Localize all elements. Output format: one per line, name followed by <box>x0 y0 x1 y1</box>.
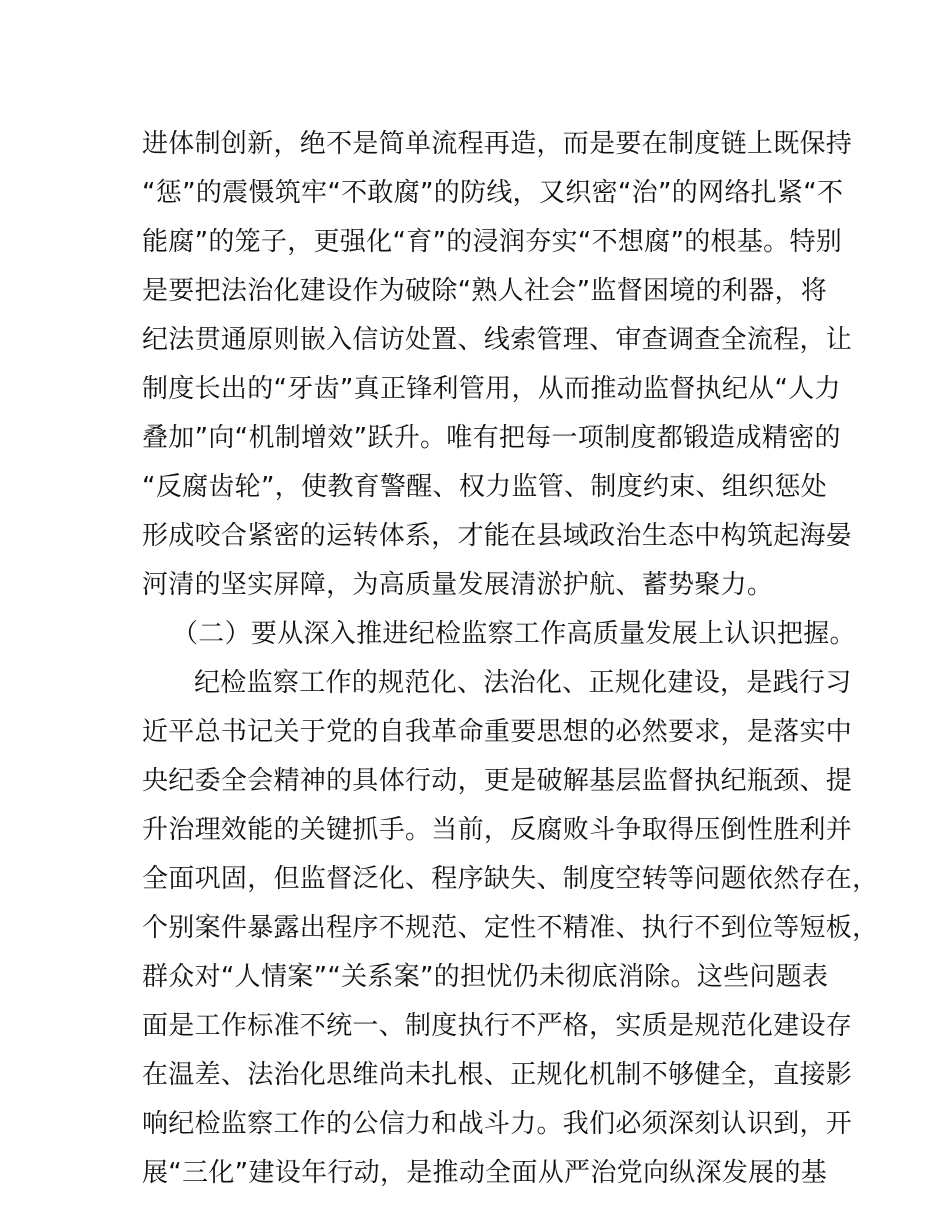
text-line: 纪检监察工作的规范化、法治化、正规化建设，是践行习 <box>194 668 852 698</box>
text-line: 全面巩固，但监督泛化、程序缺失、制度空转等问题依然存在， <box>142 864 879 894</box>
text-line: 响纪检监察工作的公信力和战斗力。我们必须深刻认识到，开 <box>142 1109 853 1139</box>
text-line: 进体制创新，绝不是简单流程再造，而是要在制度链上既保持 <box>142 129 853 159</box>
document-body <box>142 120 879 1198</box>
text-line: 是要把法治化建设作为破除“熟人社会”监督困境的利器，将 <box>142 276 828 306</box>
text-line: 央纪委全会精神的具体行动，更是破解基层监督执纪瓶颈、提 <box>142 766 853 796</box>
text-line: 近平总书记关于党的自我革命重要思想的必然要求，是落实中 <box>142 717 853 747</box>
text-line: 群众对“人情案”“关系案”的担忧仍未彻底消除。这些问题表 <box>142 962 829 992</box>
text-line: 形成咬合紧密的运转体系，才能在县域政治生态中构筑起海晏 <box>142 521 853 551</box>
text-line: 纪法贯通原则嵌入信访处置、线索管理、审查调查全流程，让 <box>142 325 853 355</box>
text-line: 叠加”向“机制增效”跃升。唯有把每一项制度都锻造成精密的 <box>142 423 841 453</box>
text-line: “惩”的震慑筑牢“不敢腐”的防线，又织密“治”的网络扎紧“不 <box>142 178 844 208</box>
text-line: 能腐”的笼子，更强化“育”的浸润夯实“不想腐”的根基。特别 <box>142 227 843 257</box>
text-line: 面是工作标准不统一、制度执行不严格，实质是规范化建设存 <box>142 1011 853 1041</box>
text-line: 升治理效能的关键抓手。当前，反腐败斗争取得压倒性胜利并 <box>142 815 853 845</box>
section-heading: （二）要从深入推进纪检监察工作高质量发展上认识把握。 <box>172 619 856 649</box>
paragraph-continued <box>142 120 853 610</box>
text-line: 个别案件暴露出程序不规范、定性不精准、执行不到位等短板， <box>142 913 879 943</box>
text-line: “反腐齿轮”，使教育警醒、权力监管、制度约束、组织惩处 <box>142 472 828 502</box>
text-line: 展“三化”建设年行动，是推动全面从严治党向纵深发展的基 <box>142 1158 828 1188</box>
text-line: 河清的坚实屏障，为高质量发展清淤护航、蓄势聚力。 <box>142 570 774 600</box>
paragraph-new <box>142 659 879 1198</box>
text-line: 制度长出的“牙齿”真正锋利管用，从而推动监督执纪从“人力 <box>142 374 841 404</box>
text-line: 在温差、法治化思维尚未扎根、正规化机制不够健全，直接影 <box>142 1060 853 1090</box>
